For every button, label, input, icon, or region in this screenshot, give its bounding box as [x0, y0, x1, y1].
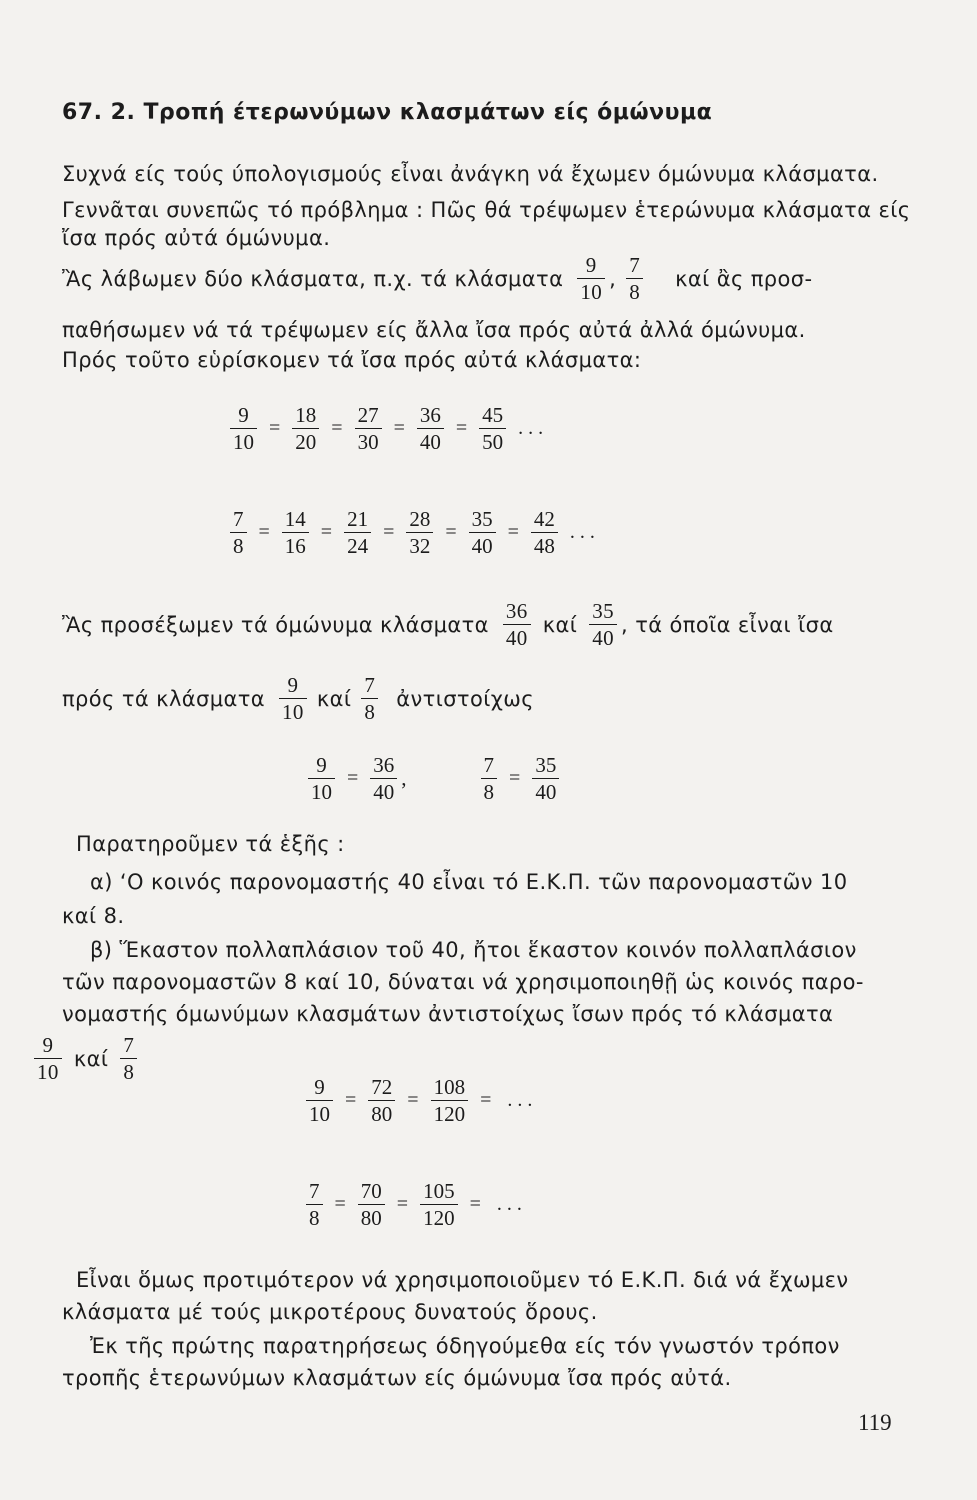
- fraction: [626, 254, 643, 303]
- equals-sign: =: [334, 1193, 346, 1216]
- denominator: 40: [535, 780, 557, 805]
- p4-and: καί: [73, 1046, 109, 1071]
- numerator: 9: [585, 253, 597, 277]
- p5-line4: τροπῆς ἑτερωνύμων κλασμάτων είς όμώνυμα ἴσα πρός αὐτά.: [62, 1366, 732, 1390]
- denominator: 16: [284, 534, 306, 559]
- p5-line2: κλάσματα μέ τούς μικροτέρους δυνατούς ὅρους.: [62, 1300, 598, 1324]
- fraction-bar: [503, 624, 531, 625]
- equation-row-4: [302, 1076, 540, 1125]
- fraction: [344, 508, 371, 557]
- denominator: 40: [592, 626, 615, 651]
- denominator: 80: [360, 1206, 382, 1231]
- equals-sign: =: [347, 767, 359, 790]
- p2-pre: Ἂς λάβωμεν δύο κλάσματα, π.χ. τά κλάσματα: [62, 266, 564, 291]
- numerator: 42: [533, 507, 555, 531]
- denominator: 20: [295, 430, 317, 455]
- denominator: 40: [505, 626, 528, 651]
- p4-intro: Παρατηροῦμεν τά ἑξῆς :: [76, 832, 345, 856]
- p2-line3: Πρός τοῦτο εὑρίσκομεν τά ἴσα πρός αὐτά κλάσματα:: [62, 348, 642, 372]
- denominator: 10: [37, 1060, 59, 1085]
- denominator: 30: [357, 430, 379, 455]
- fraction: [532, 754, 559, 803]
- denominator: 8: [364, 700, 376, 725]
- fraction: [230, 508, 247, 557]
- section-heading: 67. 2. Τροπή έτερωνύμων κλασμάτων είς όμώνυμα: [62, 100, 713, 125]
- p3-line2: [62, 674, 534, 723]
- p3-post: , τά όποῖα εἶναι ἴσα: [621, 612, 834, 637]
- fraction-bar: [431, 1100, 469, 1101]
- equals-sign: =: [396, 1193, 409, 1216]
- fraction-bar: [230, 532, 247, 533]
- fraction-bar: [481, 778, 498, 779]
- p3-and2: καί: [316, 686, 352, 711]
- p5-line3: Ἐκ τῆς πρώτης παρατηρήσεως όδηγούμεθα είς τόν γνωστόν τρόπον: [90, 1334, 840, 1358]
- fraction: [469, 508, 496, 557]
- fraction: [120, 1034, 137, 1083]
- denominator: 32: [409, 534, 431, 559]
- numerator: 9: [42, 1033, 54, 1057]
- fraction-bar: [532, 778, 559, 779]
- fraction: [589, 600, 617, 649]
- ellipsis: . . .: [569, 521, 595, 544]
- numerator: 7: [483, 753, 495, 777]
- fraction-bar: [306, 1100, 333, 1101]
- equation-row-3: [304, 754, 563, 803]
- denominator: 80: [371, 1102, 393, 1127]
- fraction: [577, 254, 605, 303]
- numerator: 28: [409, 507, 431, 531]
- denominator: 24: [347, 534, 369, 559]
- p2-line1: [62, 254, 812, 303]
- numerator: 21: [347, 507, 369, 531]
- denominator: 8: [233, 534, 244, 559]
- numerator: 7: [629, 253, 641, 277]
- equals-sign: =: [469, 1193, 481, 1216]
- fraction: [531, 508, 558, 557]
- fraction-bar: [282, 532, 309, 533]
- equals-sign: =: [269, 417, 281, 440]
- equals-sign: =: [393, 417, 405, 440]
- denominator: 120: [423, 1206, 455, 1231]
- denominator: 8: [483, 780, 495, 805]
- numerator: 27: [357, 403, 379, 427]
- fraction: [34, 1034, 62, 1083]
- equals-sign: =: [509, 767, 521, 790]
- fraction-bar: [417, 428, 444, 429]
- denominator: 10: [282, 700, 304, 725]
- numerator: 7: [364, 673, 376, 697]
- equals-sign: =: [455, 417, 468, 440]
- fraction-bar: [406, 532, 433, 533]
- comma: ,: [401, 766, 407, 791]
- p4-a-line1: α) ‘Ο κοινός παρονομαστής 40 εἶναι τό Ε.Κ.Π. τῶν παρονομαστῶν 10: [90, 870, 848, 894]
- equation-row-2: [226, 508, 603, 557]
- p5-line1: Εἶναι ὅμως προτιμότερον νά χρησιμοποιοῦμεν τό Ε.Κ.Π. διά νά ἔχωμεν: [76, 1268, 849, 1292]
- denominator: 40: [373, 780, 395, 805]
- fraction: [230, 404, 257, 453]
- numerator: 7: [309, 1179, 320, 1203]
- denominator: 10: [311, 780, 332, 805]
- fraction-bar: [479, 428, 506, 429]
- numerator: 36: [505, 599, 528, 623]
- ellipsis: . . .: [507, 1089, 533, 1112]
- equals-sign: =: [480, 1089, 492, 1112]
- p2-line2: παθήσωμεν νά τά τρέψωμεν είς ἄλλα ἴσα πρός αὐτά ἀλλά όμώνυμα.: [62, 318, 806, 342]
- numerator: 18: [295, 403, 317, 427]
- denominator: 8: [309, 1206, 320, 1231]
- p2-post: καί ἂς προσ-: [675, 266, 813, 291]
- fraction-bar: [370, 778, 397, 779]
- fraction: [282, 508, 309, 557]
- fraction: [481, 754, 498, 803]
- numerator: 36: [373, 753, 395, 777]
- fraction: [479, 404, 506, 453]
- fraction: [406, 508, 433, 557]
- p3-line1: [62, 600, 834, 649]
- fraction-bar: [292, 428, 319, 429]
- p1-line3: ἴσα πρός αὐτά όμώνυμα.: [62, 226, 331, 250]
- p1-line1: Συχνά είς τούς ύπολογισμούς εἶναι ἀνάγκη νά ἔχωμεν όμώνυμα κλάσματα.: [62, 162, 879, 186]
- fraction: [306, 1076, 333, 1125]
- numerator: 7: [123, 1033, 135, 1057]
- fraction-bar: [368, 1100, 395, 1101]
- fraction-bar: [626, 278, 643, 279]
- numerator: 72: [371, 1075, 393, 1099]
- p3-line2-post: ἀντιστοίχως: [396, 686, 534, 711]
- fraction-bar: [358, 1204, 385, 1205]
- p4-b-line4: [30, 1034, 141, 1083]
- equals-sign: =: [407, 1089, 419, 1112]
- fraction-bar: [469, 532, 496, 533]
- numerator: 9: [314, 1075, 325, 1099]
- fraction-bar: [361, 698, 378, 699]
- fraction: [420, 1180, 458, 1229]
- fraction-bar: [120, 1058, 137, 1059]
- denominator: 40: [471, 534, 493, 559]
- fraction: [306, 1180, 323, 1229]
- denominator: 10: [580, 280, 603, 305]
- equation-row-5: [302, 1180, 530, 1229]
- fraction: [370, 754, 397, 803]
- numerator: 35: [592, 599, 615, 623]
- p2-comma: ,: [609, 266, 617, 291]
- fraction: [368, 1076, 395, 1125]
- ellipsis: . . .: [518, 417, 544, 440]
- fraction-bar: [355, 428, 382, 429]
- fraction-bar: [344, 532, 371, 533]
- equation-row-1: [226, 404, 551, 453]
- p4-b-line2: τῶν παρονομαστῶν 8 καί 10, δύναται νά χρησιμοποιηθῇ ὡς κοινός παρο-: [62, 970, 864, 994]
- p3-and: καί: [542, 612, 578, 637]
- fraction-bar: [34, 1058, 62, 1059]
- fraction: [358, 1180, 385, 1229]
- fraction-bar: [531, 532, 558, 533]
- denominator: 10: [309, 1102, 330, 1127]
- ellipsis: . . .: [496, 1193, 522, 1216]
- fraction-bar: [230, 428, 257, 429]
- equals-sign: =: [331, 417, 343, 440]
- equals-sign: =: [445, 521, 457, 544]
- p3-line2-pre: πρός τά κλάσματα: [62, 686, 266, 711]
- denominator: 8: [123, 1060, 135, 1085]
- fraction: [355, 404, 382, 453]
- fraction: [308, 754, 335, 803]
- equals-sign: =: [320, 521, 333, 544]
- fraction: [431, 1076, 469, 1125]
- p4-b-line3: νομαστής όμωνύμων κλασμάτων ἀντιστοίχως ἴσων πρός τό κλάσματα: [62, 1002, 834, 1026]
- numerator: 35: [535, 753, 557, 777]
- denominator: 10: [233, 430, 254, 455]
- fraction-bar: [306, 1204, 323, 1205]
- fraction: [361, 674, 378, 723]
- denominator: 48: [533, 534, 555, 559]
- denominator: 40: [419, 430, 441, 455]
- numerator: 9: [316, 753, 327, 777]
- equals-sign: =: [383, 521, 395, 544]
- equals-sign: =: [345, 1089, 357, 1112]
- equals-sign: =: [507, 521, 519, 544]
- numerator: 70: [360, 1179, 382, 1203]
- numerator: 9: [238, 403, 249, 427]
- fraction: [503, 600, 531, 649]
- equals-sign: =: [258, 521, 270, 544]
- denominator: 50: [482, 430, 504, 455]
- fraction: [292, 404, 319, 453]
- numerator: 7: [233, 507, 244, 531]
- numerator: 14: [284, 507, 306, 531]
- numerator: 45: [482, 403, 504, 427]
- numerator: 36: [419, 403, 441, 427]
- numerator: 108: [433, 1075, 466, 1099]
- fraction-bar: [420, 1204, 458, 1205]
- denominator: 120: [433, 1102, 466, 1127]
- p4-b-line1: β) Ἕκαστον πολλαπλάσιον τοῦ 40, ἤτοι ἕκαστον κοινόν πολλαπλάσιον: [90, 938, 857, 962]
- numerator: 105: [423, 1179, 455, 1203]
- p1-line2: Γεννᾶται συνεπῶς τό πρόβλημα : Πῶς θά τρέψωμεν ἑτερώνυμα κλάσματα είς: [62, 198, 911, 222]
- fraction-bar: [589, 624, 617, 625]
- p4-a-line2: καί 8.: [62, 904, 125, 928]
- fraction-bar: [308, 778, 335, 779]
- fraction-bar: [577, 278, 605, 279]
- p3-pre: Ἂς προσέξωμεν τά όμώνυμα κλάσματα: [62, 612, 489, 637]
- page-number: 119: [858, 1410, 892, 1435]
- denominator: 8: [629, 280, 641, 305]
- numerator: 35: [471, 507, 493, 531]
- numerator: 9: [287, 673, 299, 697]
- fraction-bar: [279, 698, 307, 699]
- fraction: [417, 404, 444, 453]
- fraction: [279, 674, 307, 723]
